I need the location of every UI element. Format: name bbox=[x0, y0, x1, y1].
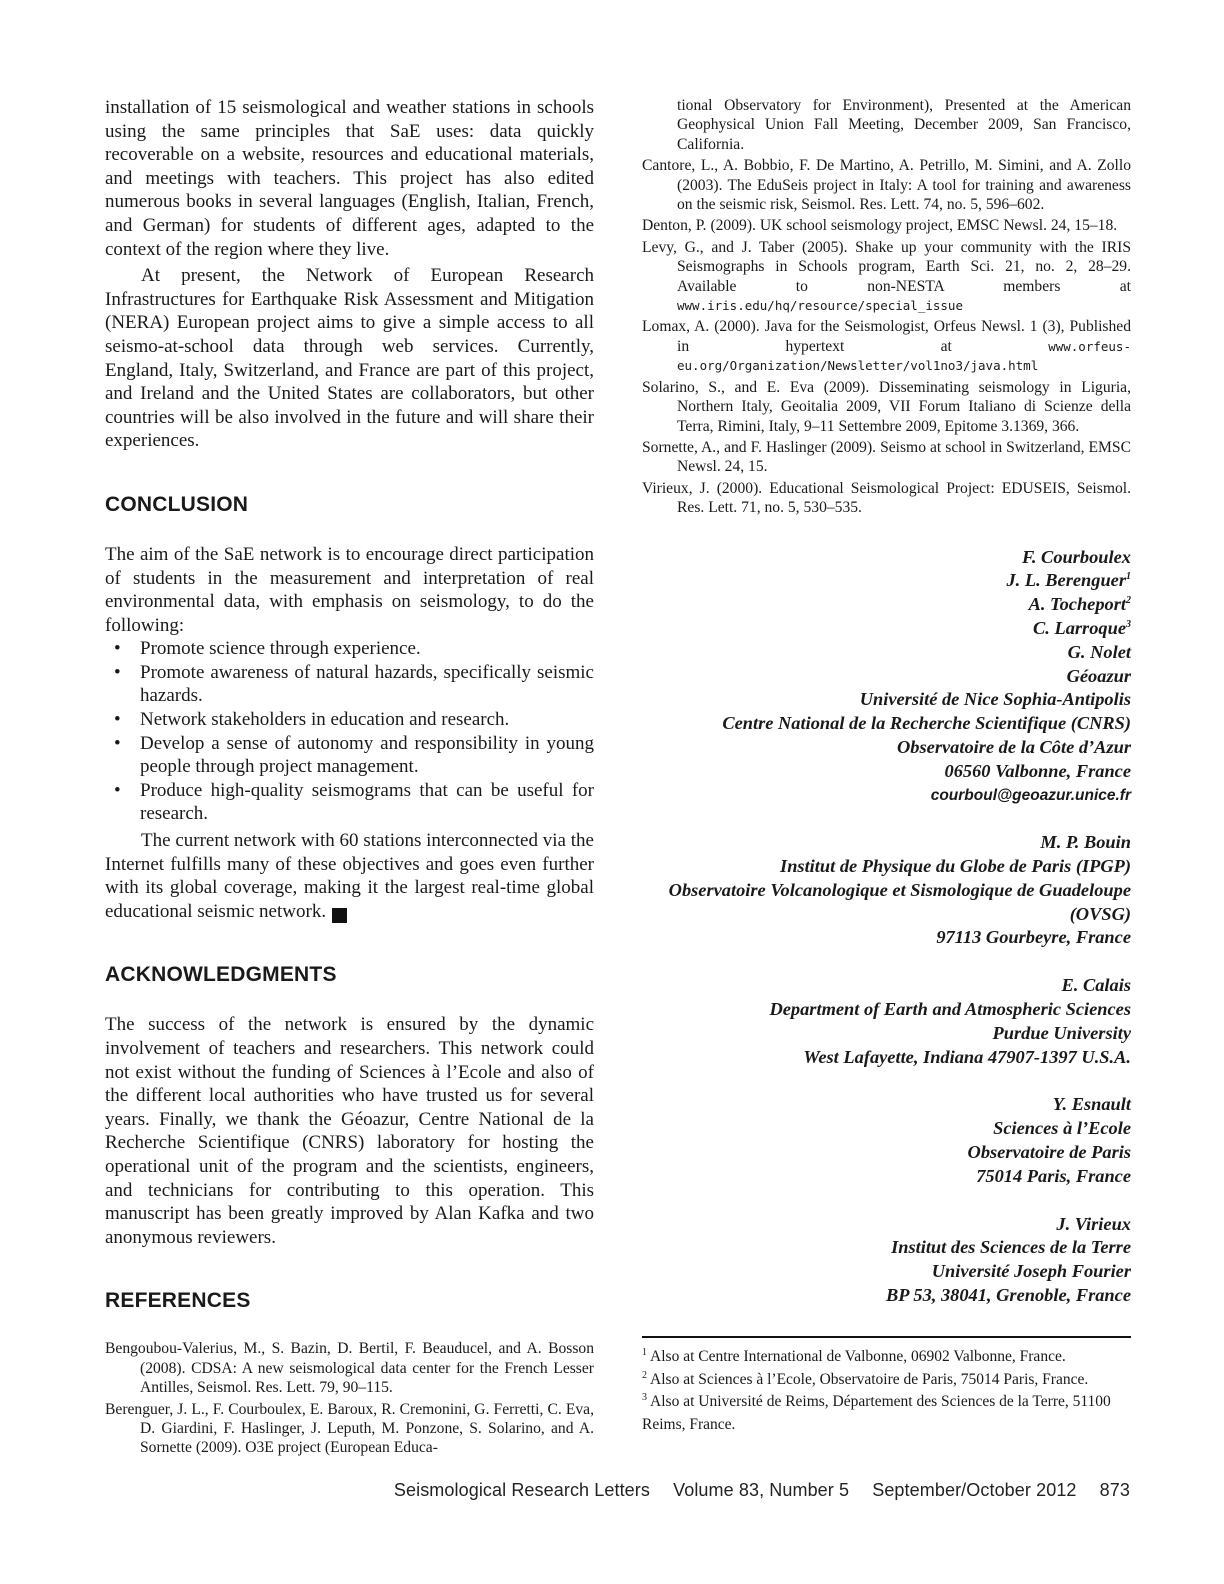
affiliation-line: West Lafayette, Indiana 47907-1397 U.S.A. bbox=[803, 1046, 1131, 1067]
author-group bbox=[642, 1093, 1131, 1188]
author-name: J. Virieux bbox=[1056, 1213, 1131, 1234]
paragraph: installation of 15 seismological and weather stations in schools using the same principles that SaE uses: data quickly recoverable on a website, resources and educational materials, and meetings with teachers. This project has also edited numerous books in several languages (English, Italian, French, and German) for students of different ages, adapted to the context of the region where they live. bbox=[105, 97, 594, 260]
footnote: $^1$ Also at Centre International de Valbonne, 06902 Valbonne, France. bbox=[642, 1346, 1066, 1365]
affiliation-line: Centre National de la Recherche Scientifique (CNRS) bbox=[722, 713, 1131, 734]
left-column bbox=[105, 96, 594, 1460]
affiliation-line: Department of Earth and Atmospheric Sciences bbox=[769, 999, 1131, 1020]
page-footer bbox=[394, 1480, 1130, 1501]
reference-list bbox=[105, 1339, 594, 1457]
footnote: $^2$ Also at Sciences à l’Ecole, Observatoire de Paris, 75014 Paris, France. bbox=[642, 1369, 1089, 1388]
affiliation-line: 97113 Gourbeyre, France bbox=[936, 927, 1131, 948]
author-name: Y. Esnault bbox=[1052, 1094, 1131, 1115]
author-block bbox=[642, 546, 1131, 1308]
reference-item: Bengoubou-Valerius, M., S. Bazin, D. Bertil, F. Beauducel, and A. Bosson (2008). CDSA: A new seismological data center for the French Lesser Antilles, Seismol. Res. Lett. 79, 90–115. bbox=[105, 1340, 594, 1397]
list-item: • Network stakeholders in education and research. bbox=[105, 708, 594, 732]
reference-link[interactable]: www.orfeus-eu.org/Organization/Newsletter/vol1no3/java.html bbox=[677, 338, 1131, 374]
affiliation-line: Observatoire de Paris bbox=[967, 1142, 1131, 1163]
paragraph-text: The current network with 60 stations interconnected via the Internet fulfills many of these objectives and goes even further with its global coverage, making it the largest real-time global educational seismic network. bbox=[105, 830, 594, 922]
list-item: • Produce high-quality seismograms that can be useful for research. bbox=[105, 779, 594, 826]
reference-item: Virieux, J. (2000). Educational Seismological Project: EDUSEIS, Seismol. Res. Lett. 71, no. 5, 530–535. bbox=[642, 479, 1131, 517]
volume-info: Volume 83, Number 5 bbox=[673, 1480, 850, 1500]
author-name: G. Nolet bbox=[1067, 641, 1131, 662]
section-heading-acknowledgments: ACKNOWLEDGMENTS bbox=[105, 963, 337, 987]
author-name: F. Courboulex bbox=[1021, 546, 1131, 567]
author-name: J. L. Berenguer$^1$ bbox=[1006, 570, 1131, 591]
author-name: E. Calais bbox=[1061, 975, 1131, 996]
affiliation-line: Observatoire de la Côte d’Azur bbox=[897, 736, 1131, 757]
affiliation-line: Observatoire Volcanologique et Sismologique de Guadeloupe (OVSG) bbox=[668, 879, 1131, 924]
reference-link[interactable]: www.iris.edu/hq/resource/special_issue bbox=[677, 298, 963, 314]
footnotes bbox=[642, 1336, 1131, 1436]
affiliation-line: Université de Nice Sophia-Antipolis bbox=[859, 689, 1131, 710]
section-heading-conclusion: CONCLUSION bbox=[105, 492, 249, 516]
reference-list bbox=[642, 96, 1131, 518]
reference-item: Berenguer, J. L., F. Courboulex, E. Baroux, R. Cremonini, G. Ferretti, C. Eva, D. Giardini, F. Haslinger, J. Leputh, M. Ponzone, S. Solarino, and A. Sornette (2009). O3E project (European Educa- bbox=[105, 1400, 594, 1457]
reference-item bbox=[642, 238, 1131, 316]
reference-item: Solarino, S., and E. Eva (2009). Disseminating seismology in Liguria, Northern Italy, Geoitalia 2009, VII Forum Italiano di Scienze della Terra, Rimini, Italy, 9–11 Settembre 2009, Epitome 3.1369, 366. bbox=[642, 378, 1131, 435]
end-of-article-icon: S bbox=[332, 908, 347, 923]
paragraph: At present, the Network of European Research Infrastructures for Earthquake Risk Assessment and Mitigation (NERA) European project aims to give a simple access to all seismo-at-school data through web services. Currently, England, Italy, Switzerland, and France are part of this project, and Ireland and the United States are collaborators, but other countries will be also involved in the future and will share their experiences. bbox=[105, 265, 594, 452]
reference-item bbox=[642, 317, 1131, 375]
list-item: • Promote science through experience. bbox=[105, 637, 594, 661]
author-name: M. P. Bouin bbox=[1040, 832, 1131, 853]
issue-date: September/October 2012 bbox=[872, 1480, 1077, 1500]
journal-name: Seismological Research Letters bbox=[393, 1480, 650, 1500]
author-group bbox=[642, 974, 1131, 1069]
paragraph: The aim of the SaE network is to encourage direct participation of students in the measurement and interpretation of real environmental data, with emphasis on seismology, to do the following: bbox=[105, 543, 594, 636]
affiliation-line: 75014 Paris, France bbox=[976, 1165, 1131, 1186]
author-group bbox=[642, 831, 1131, 950]
author-group bbox=[642, 546, 1131, 808]
bullet-list bbox=[105, 637, 594, 826]
reference-item: Denton, P. (2009). UK school seismology project, EMSC Newsl. 24, 15–18. bbox=[642, 217, 1118, 235]
reference-item-continued: tional Observatory for Environment), Presented at the American Geophysical Union Fall Meeting, December 2009, San Francisco, California. bbox=[677, 97, 1131, 153]
affiliation-line: BP 53, 38041, Grenoble, France bbox=[885, 1285, 1131, 1306]
right-column bbox=[642, 96, 1131, 1332]
author-name: A. Tocheport$^2$ bbox=[1028, 594, 1131, 615]
reference-text: Lomax, A. (2000). Java for the Seismologist, Orfeus Newsl. 1 (3), Published in hypertext at bbox=[642, 318, 1131, 355]
section-heading-references: REFERENCES bbox=[105, 1289, 251, 1313]
list-item: • Promote awareness of natural hazards, specifically seismic hazards. bbox=[105, 661, 594, 708]
affiliation-line: Institut des Sciences de la Terre bbox=[891, 1237, 1131, 1258]
affiliation-line: Université Joseph Fourier bbox=[931, 1261, 1131, 1282]
author-email[interactable]: courboul@geoazur.unice.fr bbox=[930, 786, 1131, 804]
list-item: • Develop a sense of autonomy and responsibility in young people through project management. bbox=[105, 732, 594, 779]
page-number: 873 bbox=[1099, 1480, 1130, 1500]
affiliation-line: Purdue University bbox=[992, 1022, 1131, 1043]
affiliation-line: 06560 Valbonne, France bbox=[944, 760, 1131, 781]
footnote: $^3$ Also at Université de Reims, Département des Sciences de la Terre, 51100 Reims, France. bbox=[642, 1391, 1111, 1433]
paragraph bbox=[105, 829, 594, 923]
affiliation-line: Sciences à l’Ecole bbox=[993, 1118, 1131, 1139]
author-group bbox=[642, 1213, 1131, 1308]
affiliation-line: Institut de Physique du Globe de Paris (IPGP) bbox=[780, 856, 1131, 877]
reference-item: Cantore, L., A. Bobbio, F. De Martino, A. Petrillo, M. Simini, and A. Zollo (2003). The EduSeis project in Italy: A tool for training and awareness on the seismic risk, Seismol. Res. Lett. 74, no. 5, 596–602. bbox=[642, 157, 1131, 214]
paragraph: The success of the network is ensured by the dynamic involvement of teachers and researchers. This network could not exist without the funding of Sciences à l’Ecole and also of the different local authorities who have trusted us for several years. Finally, we thank the Géoazur, Centre National de la Recherche Scientifique (CNRS) laboratory for hosting the operational unit of the program and the scientists, engineers, and technicians for contributing to this operation. This manuscript has been greatly improved by Alan Kafka and two anonymous reviewers. bbox=[105, 1014, 594, 1248]
affiliation-line: Géoazur bbox=[1066, 665, 1131, 686]
reference-item: Sornette, A., and F. Haslinger (2009). Seismo at school in Switzerland, EMSC Newsl. 24, 15. bbox=[642, 438, 1131, 476]
reference-text: Levy, G., and J. Taber (2005). Shake up your community with the IRIS Seismographs in Schools program, Earth Sci. 21, no. 2, 28–29. Available to non-NESTA members at bbox=[642, 238, 1131, 295]
author-name: C. Larroque$^3$ bbox=[1033, 617, 1131, 638]
